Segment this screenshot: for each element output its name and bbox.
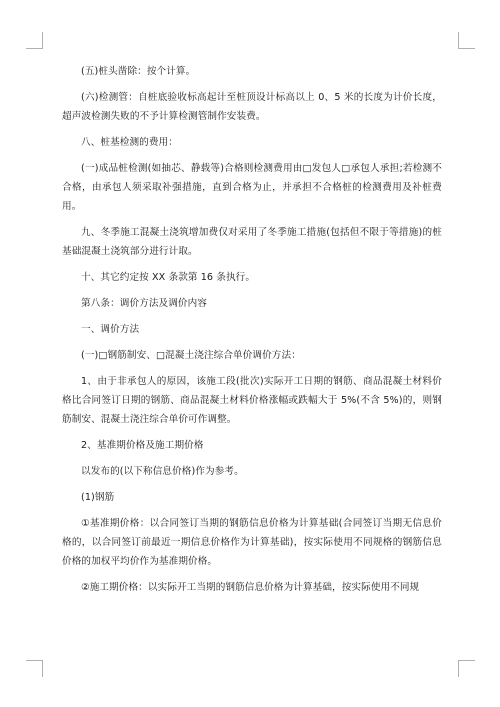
crop-mark-top-right (458, 32, 475, 49)
paragraph: ①基准期价格：以合同签订当期的钢筋信息价格为计算基础(合同签订当期无信息价格的，以合同签订前最近一期信息价格作为计算基础)，按实际使用不同规格的钢筋信息价格的加权平均价作为基准期价格。 (62, 518, 442, 567)
paragraph: (1)钢筋 (81, 492, 115, 503)
section-heading: 十、其它约定按 XX 条款第 16 条执行。 (81, 272, 256, 283)
document-body (62, 62, 442, 604)
paragraph: (六)检测管：自桩底验收标高起计至桩顶设计标高以上 0、5 米的长度为计价长度，超声波检测失败的不予计算检测管制作安装费。 (62, 92, 442, 122)
crop-mark-bottom-left (26, 660, 43, 677)
paragraph: (一)成品桩检测(如抽芯、静载等)合格则检测费用由□发包人□承包人承担;若检测不合格，由承包人须采取补强措施，直到合格为止，并承担不合格桩的检测费用及补桩费用。 (62, 163, 442, 212)
section-heading: 八、桩基检测的费用： (81, 137, 178, 148)
section-heading: 一、调价方法 (81, 324, 140, 335)
paragraph: 2、基准期价格及施工期价格 (81, 440, 204, 451)
paragraph: 以发布的(以下称信息价格)作为参考。 (81, 466, 244, 477)
paragraph: (一)□钢筋制安、□混凝土浇注综合单价调价方法： (81, 350, 301, 361)
paragraph: ②施工期价格：以实际开工当期的钢筋信息价格为计算基础，按实际使用不同规 (81, 582, 420, 593)
crop-mark-bottom-right (458, 660, 475, 677)
article-heading: 第八条：调价方法及调价内容 (81, 298, 208, 309)
paragraph: 1、由于非承包人的原因，该施工段(批次)实际开工日期的钢筋、商品混凝土材料价格比合同签订日期的钢筋、商品混凝土材料价格涨幅或跌幅大于 5%(不含 5%)的，则钢筋制安、混凝土浇注综合单价可作调整。 (62, 376, 442, 425)
crop-mark-top-left (26, 32, 43, 49)
paragraph: (五)桩头凿除：按个计算。 (81, 66, 196, 77)
section-heading: 九、冬季施工混凝土浇筑增加费仅对采用了冬季施工措施(包括但不限于等措施)的桩基础混凝土浇筑部分进行计取。 (62, 227, 442, 257)
